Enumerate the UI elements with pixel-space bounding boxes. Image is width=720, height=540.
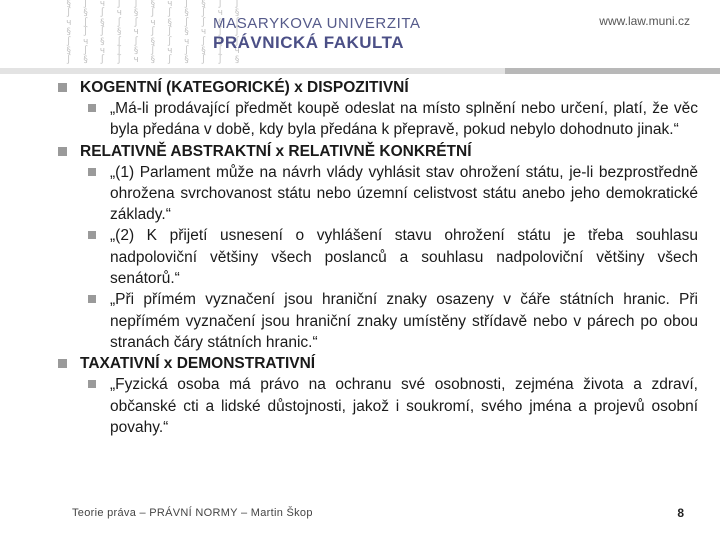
- section-heading: TAXATIVNÍ x DEMONSTRATIVNÍ: [58, 353, 698, 374]
- university-name: MASARYKOVA UNIVERZITA: [213, 15, 421, 32]
- faculty-name: PRÁVNICKÁ FAKULTA: [213, 33, 405, 52]
- square-bullet-icon: [88, 231, 96, 239]
- slide-content: [58, 77, 698, 438]
- footer-title: Teorie práva – PRÁVNÍ NORMY – Martin Škop: [72, 507, 313, 519]
- slide-header: [0, 0, 720, 68]
- header-divider-accent: [505, 68, 720, 74]
- list-item: „(2) K přijetí usnesení o vyhlášení stavu ohrožení státu je třeba souhlasu nadpoloviční většiny všech poslanců a souhlasu nadpoloviční většiny všech senátorů.“: [110, 225, 698, 289]
- section-heading: KOGENTNÍ (KATEGORICKÉ) x DISPOZITIVNÍ: [58, 77, 698, 98]
- website-url[interactable]: www.law.muni.cz: [599, 14, 690, 28]
- square-bullet-icon: [88, 168, 96, 176]
- list-item: „Má-li prodávající předmět koupě odeslat na místo splnění nebo určení, platí, že věc byla předána v době, kdy byla předána k přepravě, pokud nebylo dohodnuto jinak.“: [110, 98, 698, 141]
- square-bullet-icon: [88, 380, 96, 388]
- square-bullet-icon: [58, 359, 67, 368]
- square-bullet-icon: [58, 147, 67, 156]
- university-logo-icon: § ∫ ч ∫ ∫ § ч ∫ § ∫ ∫ ∫ § ∫ ч § ∫ ∫ § ∫ ч § ч ∫ § ∫ ∫ ч § ∫ ∫ § ∫ § ∫ ∫ § ч ∫ ∫ § ч ∫ ∫ ∫ ч § ∫ ∫ § ∫ ч ∫ § ∫ § ∫ ч ∫ § ∫ ч ∫ § ∫ ч ∫ § ∫ ∫ ч § ∫ § ∫ ∫ §: [66, 0, 243, 66]
- square-bullet-icon: [88, 295, 96, 303]
- section-heading: RELATIVNĚ ABSTRAKTNÍ x RELATIVNĚ KONKRÉTNÍ: [58, 141, 698, 162]
- list-item: „Fyzická osoba má právo na ochranu své osobnosti, zejména života a zdraví, občanské cti a lidské důstojnosti, jakož i soukromí, svého jména a projevů osobní povahy.“: [110, 374, 698, 438]
- list-item: „Při přímém vyznačení jsou hraniční znaky osazeny v čáře státních hranic. Při nepřímém vyznačení jsou hraniční znaky umístěny střídavě nebo v párech po obou stranách čáry státních hranic.“: [110, 289, 698, 353]
- list-item: „(1) Parlament může na návrh vlády vyhlásit stav ohrožení státu, je-li bezprostředně ohrožena svrchovanost státu nebo územní celistvost státu anebo jeho demokratické základy.“: [110, 162, 698, 226]
- square-bullet-icon: [88, 104, 96, 112]
- square-bullet-icon: [58, 83, 67, 92]
- page-number: 8: [677, 506, 684, 520]
